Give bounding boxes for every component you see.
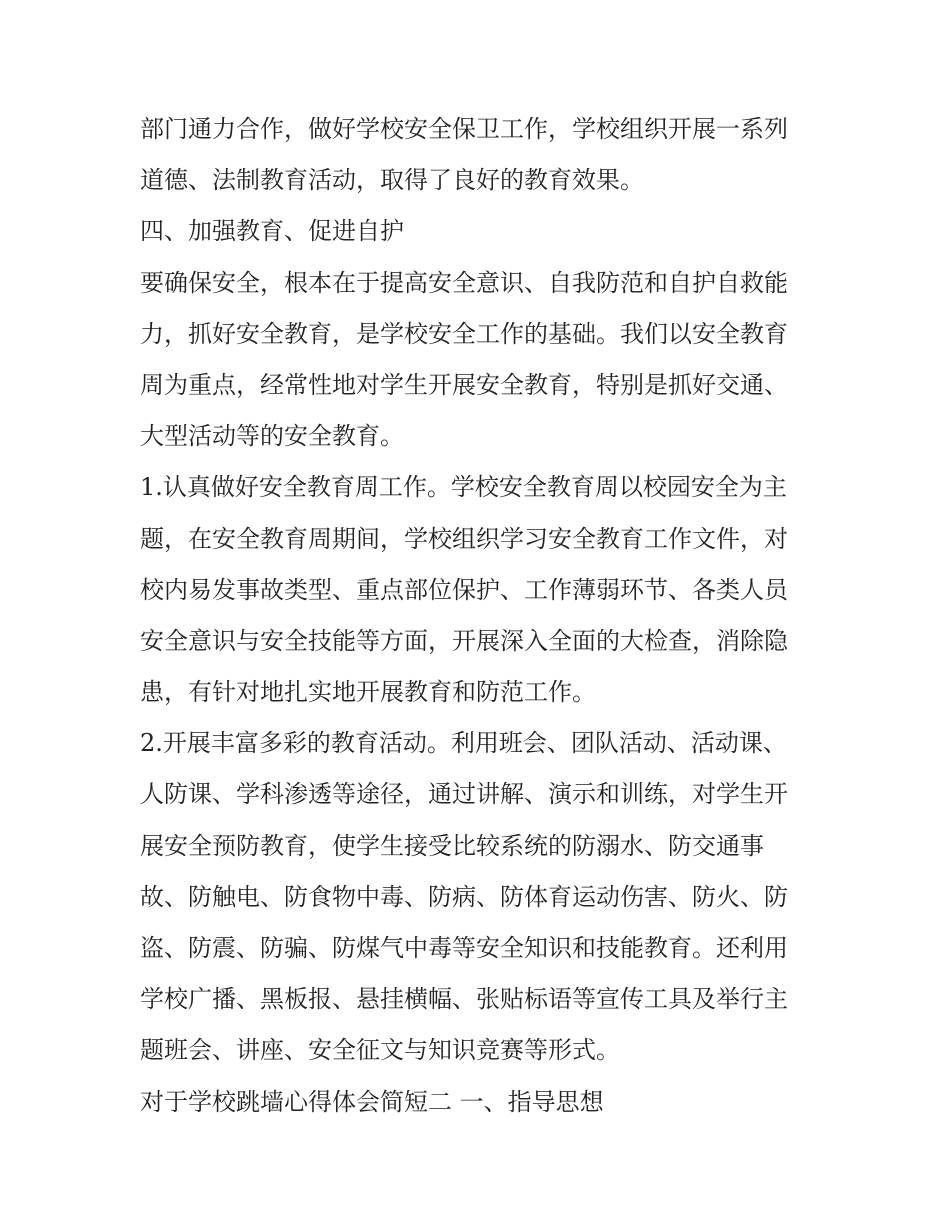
- numbered-item-1: 1.认真做好安全教育周工作。学校安全教育周以校园安全为主: [140, 473, 787, 502]
- text-line: 部门通力合作，做好学校安全保卫工作，学校组织开展一系列: [140, 115, 788, 143]
- section-heading: 四、加强教育、促进自护: [140, 217, 404, 246]
- text-line: 患，有针对地扎实地开展教育和防范工作。: [140, 678, 596, 707]
- text-line: 展安全预防教育，使学生接受比较系统的防溺水、防交通事: [140, 831, 764, 860]
- text-line: 周为重点，经常性地对学生开展安全教育，特别是抓好交通、: [140, 370, 788, 399]
- text-line: 故、防触电、防食物中毒、防病、防体育运动伤害、防火、防: [140, 882, 788, 911]
- text-line: 力，抓好安全教育，是学校安全工作的基础。我们以安全教育: [140, 319, 788, 348]
- text-line: 安全意识与安全技能等方面，开展深入全面的大检查，消除隐: [140, 626, 788, 655]
- text-line: 大型活动等的安全教育。: [140, 422, 404, 451]
- numbered-item-2: 2.开展丰富多彩的教育活动。利用班会、团队活动、活动课、: [140, 729, 787, 758]
- text-line: 校内易发事故类型、重点部位保护、工作薄弱环节、各类人员: [140, 575, 788, 604]
- text-line: 人防课、学科渗透等途径，通过讲解、演示和训练，对学生开: [140, 780, 788, 809]
- document-body: [140, 104, 812, 1128]
- text-line: 题班会、讲座、安全征文与知识竞赛等形式。: [140, 1036, 620, 1065]
- text-line: 学校广播、黑板报、悬挂横幅、张贴标语等宣传工具及举行主: [140, 985, 788, 1014]
- text-line: 要确保安全，根本在于提高安全意识、自我防范和自护自救能: [140, 268, 788, 297]
- text-line: 道德、法制教育活动，取得了良好的教育效果。: [140, 166, 644, 195]
- section-title: 对于学校跳墙心得体会简短二 一、指导思想: [140, 1087, 604, 1116]
- text-line: 题，在安全教育周期间，学校组织学习安全教育工作文件，对: [140, 524, 788, 553]
- text-line: 盗、防震、防骗、防煤气中毒等安全知识和技能教育。还利用: [140, 934, 788, 962]
